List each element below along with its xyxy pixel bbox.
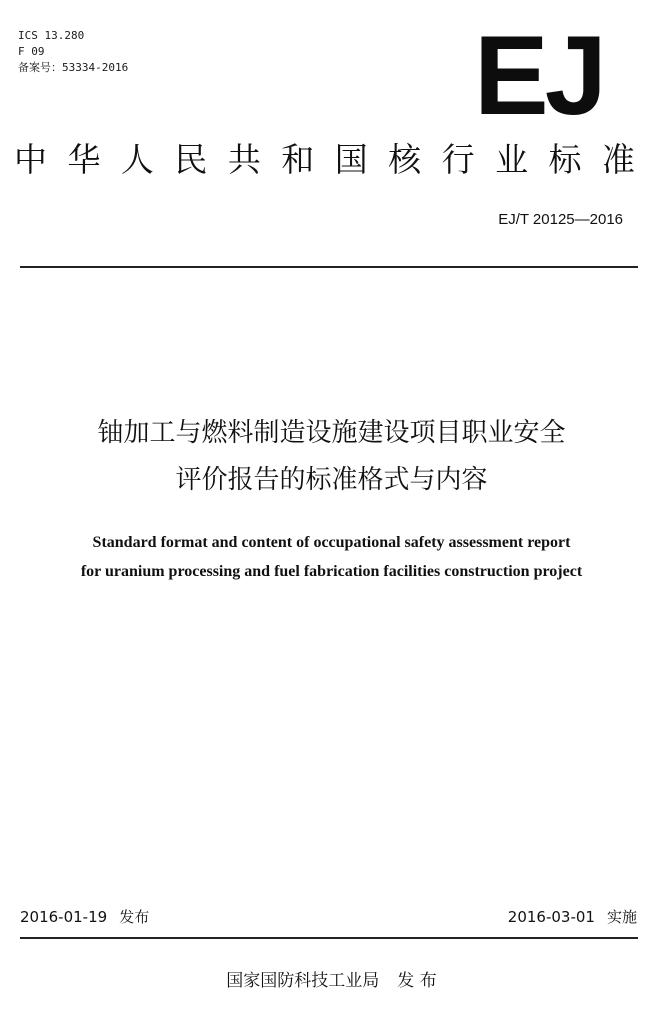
chinese-title-line-1: 铀加工与燃料制造设施建设项目职业安全	[97, 418, 566, 448]
issue-date: 2016-01-19	[20, 908, 108, 926]
issue-date-block	[20, 906, 149, 927]
standard-title-char: 准	[601, 140, 635, 179]
top-divider	[20, 266, 638, 268]
standard-title-char: 业	[495, 140, 529, 179]
english-title-line-1: Standard format and content of occupational safety assessment report	[92, 534, 571, 551]
implement-date-block	[508, 906, 637, 927]
filing-number: 备案号：53334-2016	[18, 61, 129, 74]
standard-title-char: 国	[334, 140, 368, 179]
ics-code: ICS 13.280	[18, 29, 85, 42]
implement-label: 实施	[606, 908, 637, 926]
standard-title-char: 人	[120, 140, 154, 179]
issuer-label: 发 布	[397, 971, 437, 991]
issuer-block	[0, 966, 663, 991]
implement-date: 2016-03-01	[507, 908, 595, 926]
english-title-line-2: for uranium processing and fuel fabrication facilities construction project	[80, 563, 583, 580]
category-code: F 09	[18, 45, 45, 58]
issuer-name: 国家国防科技工业局	[226, 971, 380, 991]
standard-title-char: 标	[548, 140, 582, 179]
standard-title-char: 和	[281, 140, 315, 179]
meta-block	[18, 28, 128, 76]
ej-logo: EJ	[474, 13, 603, 138]
standard-title-char: 民	[174, 140, 208, 179]
issue-label: 发布	[119, 908, 150, 926]
standard-title-char: 华	[67, 140, 101, 179]
standard-title-char: 核	[388, 140, 422, 179]
standard-type-title	[14, 138, 635, 182]
standard-title-char: 中	[14, 140, 47, 179]
chinese-title-line-2: 评价报告的标准格式与内容	[175, 465, 488, 495]
standard-title-char: 行	[441, 140, 475, 179]
standard-number: EJ/T 20125—2016	[498, 211, 623, 228]
bottom-divider	[20, 937, 638, 939]
standard-title-char: 共	[227, 140, 261, 179]
